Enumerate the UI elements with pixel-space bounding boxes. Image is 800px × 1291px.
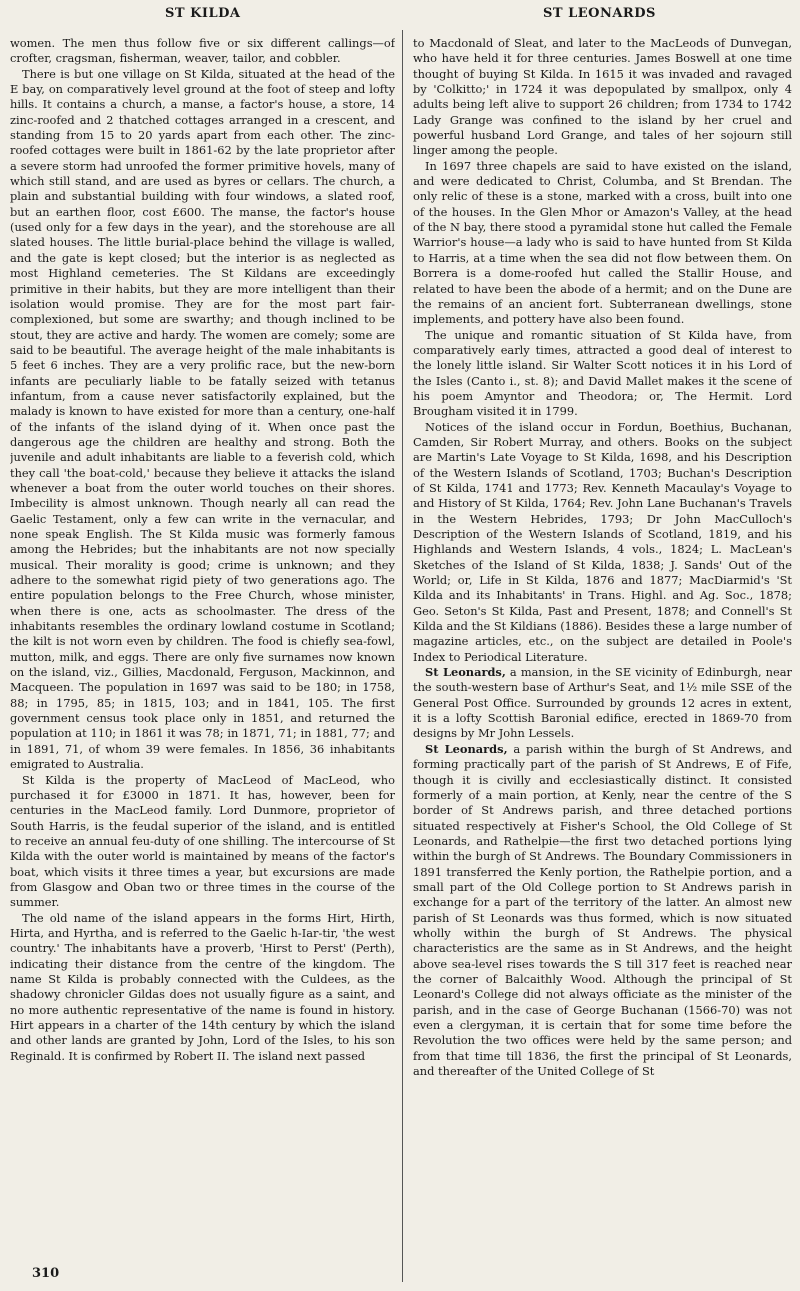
paragraph: Notices of the island occur in Fordun, Boethius, Buchanan, Camden, Sir Robert Murray, and others. Books on the subject are Martin's Late Voyage to St Kilda, 1698, and his Description of the Western Islands of Scotland, 1703; Buchan's Description of St Kilda, 1741 and 1773; Rev. Kenneth Macaulay's Voyage to and History of St Kilda, 1764; Rev. John Lane Buchanan's Travels in the Western Hebrides, 1793; Dr John MacCulloch's Description of the Western Islands of Scotland, 1819, and his Highlands and Western Islands, 4 vols., 1824; L. MacLean's Sketches of the Island of St Kilda, 1838; J. Sands' Out of the World; or, Life in St Kilda, 1876 and 1877; MacDiarmid's 'St Kilda and its Inhabitants' in Trans. Highl. and Ag. Soc., 1878; Geo. Seton's St Kilda, Past and Present, 1878; and Connell's St Kilda and the St Kildians (1886). Besides these a large number of magazine articles, etc., on the subject are detailed in Poole's Index to Periodical Literature.: [413, 419, 792, 664]
running-head-right: ST LEONARDS: [543, 6, 656, 21]
gazetteer-entry-parish: [413, 742, 792, 1080]
paragraph: The old name of the island appears in the forms Hirt, Hirth, Hirta, and Hyrtha, and is referred to the Gaelic h-Iar-tir, 'the west country.' The inhabitants have a proverb, 'Hirst to Perst' (Perth), indicating their distance from the centre of the kingdom. The name St Kilda is probably connected with the Culdees, as the shadowy chronicler Gildas does not usually figure as a saint, and no more authentic representative of the name is found in history. Hirt appears in a charter of the 14th century by which the island and other lands are granted by John, Lord of the Isles, to his son Reginald. It is confirmed by Robert II. The island next passed: [10, 910, 395, 1063]
paragraph: St Kilda is the property of MacLeod of MacLeod, who purchased it for £3000 in 1871. It has, however, been for centuries in the MacLeod family. Lord Dunmore, proprietor of South Harris, is the feudal superior of the island, and is entitled to receive an annual feu-duty of one shilling. The intercourse of St Kilda with the outer world is maintained by means of the factor's boat, which visits it three times a year, but excursions are made from Glasgow and Oban two or three times in the course of the summer.: [10, 772, 395, 910]
page-number: 310: [32, 1266, 60, 1281]
entry-text: a parish within the burgh of St Andrews, and forming practically part of the parish of St Andrews, E of Fife, though it is civilly and ecclesiastically distinct. It consisted formerly of a main portion, at Kenly, near the centre of the S border of St Andrews parish, and three detached portions situated respectively at Fisher's School, the Old College of St Leonards, and Rathelpie—the first two detached portions lying within the burgh of St Andrews. The Boundary Commissioners in 1891 transferred the Kenly portion, the Rathelpie portion, and a small part of the Old College portion to St Andrews parish in exchange for a part of the territory of the latter. An almost new parish of St Leonards was thus formed, which is now situated wholly within the burgh of St Andrews. The physical characteristics are the same as in St Andrews, and the height above sea-level rises towards the S till 317 feet is reached near the corner of Balcaithly Wood. Although the principal of St Leonard's College did not always officiate as the minister of the parish, and in the case of George Buchanan (1566-70) was not even a clergyman, it is certain that for some time before the Revolution the two offices were held by the same person; and from that time till 1836, the first the principal of St Leonards, and thereafter of the United College of St: [413, 741, 792, 1079]
paragraph: In 1697 three chapels are said to have existed on the island, and were dedicated to Christ, Columba, and St Brendan. The only relic of these is a stone, marked with a cross, built into one of the houses. In the Glen Mhor or Amazon's Valley, at the head of the N bay, there stood a pyramidal stone hut called the Female Warrior's house—a lady who is said to have hunted from St Kilda to Harris, at a time when the sea did not flow between them. On Borrera is a dome-roofed hut called the Stallir House, and related to have been the abode of a hermit; and on the Dune are the remains of an ancient fort. Subterranean dwellings, stone implements, and pottery have also been found.: [413, 158, 792, 327]
running-head-left: ST KILDA: [165, 6, 241, 21]
paragraph: The unique and romantic situation of St Kilda have, from comparatively early times, attracted a good deal of interest to the lonely little island. Sir Walter Scott notices it in his Lord of the Isles (Canto i., st. 8); and David Mallet makes it the scene of his poem Amyntor and Theodora; or, The Hermit. Lord Brougham visited it in 1799.: [413, 327, 792, 419]
gazetteer-entry-mansion: [413, 665, 792, 742]
running-head: [0, 6, 800, 26]
entry-text: a mansion, in the SE vicinity of Edinburgh, near the south-western base of Arthur's Seat, and 1½ mile SSE of the General Post Office. Surrounded by grounds 12 acres in extent, it is a lofty Scottish Baronial edifice, erected in 1869-70 from designs by Mr John Lessels.: [413, 665, 792, 741]
paragraph: There is but one village on St Kilda, situated at the head of the E bay, on comparatively level ground at the foot of steep and lofty hills. It contains a church, a manse, a factor's house, a store, 14 zinc-roofed and 2 thatched cottages arranged in a crescent, and standing from 15 to 20 yards apart from each other. The zinc-roofed cottages were built in 1861-62 by the late proprietor after a severe storm had unroofed the former primitive hovels, many of which still stand, and are used as byres or cellars. The church, a plain and substantial building with four windows, a slated roof, but an earthen floor, cost £600. The manse, the factor's house (used only for a few days in the year), and the storehouse are all slated houses. The little burial-place behind the village is walled, and the gate is kept closed; but the interior is as neglected as most Highland cemeteries. The St Kildans are exceedingly primitive in their habits, but they are more intelligent than their isolation would promise. They are for the most part fair-complexioned, but some are swarthy; and though inclined to be stout, they are active and hardy. The women are comely; some are said to be beautiful. The average height of the male inhabitants is 5 feet 6 inches. They are a very prolific race, but the new-born infants are peculiarly liable to be fatally seized with tetanus infantum, from a cause never satisfactorily explained, but the malady is known to have existed for more than a century, one-half of the infants of the island dying of it. When once past the dangerous age the children are healthy and strong. Both the juvenile and adult inhabitants are liable to a feverish cold, which they call 'the boat-cold,' because they believe it attacks the island whenever a boat from the outer world touches on their shores. Imbecility is almost unknown. Though nearly all can read the Gaelic Testament, only a few can write in the vernacular, and none speak English. The St Kilda music was formerly famous among the Hebrides; but the inhabitants are not now specially musical. Their morality is good; crime is unknown; and they adhere to the somewhat rigid piety of two generations ago. The entire population belongs to the Free Church, whose minister, when there is one, acts as schoolmaster. The dress of the inhabitants resembles the ordinary lowland costume in Scotland; the kilt is not worn even by children. The food is chiefly sea-fowl, mutton, milk, and eggs. There are only five surnames now known on the island, viz., Gillies, Macdonald, Ferguson, Mackinnon, and Macqueen. The population in 1697 was said to be 180; in 1758, 88; in 1795, 85; in 1815, 103; and in 1841, 105. The first government census took place only in 1851, and returned the population at 110; in 1861 it was 78; in 1871, 71; in 1881, 77; and in 1891, 71, of whom 39 were females. In 1856, 36 inhabitants emigrated to Australia.: [10, 66, 395, 772]
column-divider: [402, 30, 403, 1282]
paragraph: to Macdonald of Sleat, and later to the MacLeods of Dunvegan, who have held it for three centuries. James Boswell at one time thought of buying St Kilda. In 1615 it was invaded and ravaged by 'Colkitto;' in 1724 it was depopulated by smallpox, only 4 adults being left alive to support 26 children; from 1734 to 1742 Lady Grange was confined to the island by her cruel and powerful husband Lord Grange, and tales of her sojourn still linger among the people.: [413, 36, 792, 158]
entry-headword: St Leonards,: [425, 665, 506, 680]
paragraph: women. The men thus follow five or six different callings—of crofter, cragsman, fisherman, weaver, tailor, and cobbler.: [10, 36, 395, 66]
right-column: [413, 36, 792, 1272]
entry-headword: St Leonards,: [425, 741, 508, 756]
left-column: [10, 36, 395, 1272]
